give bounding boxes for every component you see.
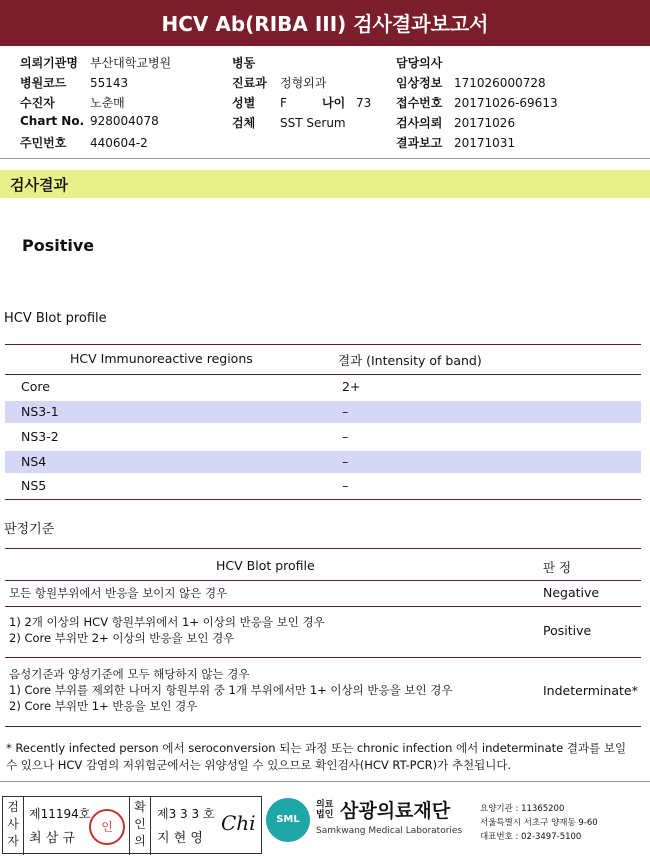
report-title: HCV Ab(RIBA III) 검사결과보고서 (0, 0, 650, 46)
specimen-label: 검체 (232, 116, 256, 130)
confirm-no: 제3 3 3 호 (157, 807, 215, 821)
resident-label: 주민번호 (20, 136, 67, 150)
result-value: Positive (22, 236, 95, 255)
clinical-value: 171026000728 (454, 76, 546, 90)
confirm-label: 확인의 (129, 797, 151, 855)
patient-value: 노춘매 (90, 96, 125, 110)
inspector-name: 최 삼 규 (29, 831, 75, 846)
table-row-value: 2+ (342, 379, 361, 394)
specimen-value: SST Serum (280, 116, 346, 130)
institution-label: 의뢰기관명 (20, 56, 78, 70)
table-rule (5, 726, 641, 727)
doctor-label: 담당의사 (396, 56, 443, 70)
org-phone: 대표번호 : 02-3497-5100 (480, 832, 582, 842)
seal-stamp-icon: 인 (89, 809, 125, 845)
table-rule (5, 344, 641, 345)
org-prefix: 의료 법인 (316, 800, 334, 820)
criteria-judgement: Negative (543, 585, 600, 600)
row-highlight (5, 401, 641, 423)
criteria-line: 2) Core 부위만 1+ 반응을 보인 경우 (9, 699, 198, 713)
request-value: 20171026 (454, 116, 516, 130)
hospital-code-label: 병원코드 (20, 76, 67, 90)
table-row-region: Core (21, 379, 50, 394)
hospital-code-value: 55143 (90, 76, 129, 90)
footnote-line: 수 있으나 HCV 감염의 저위험군에서는 위양성일 수 있으므로 확인검사(HCV RT-PCR)가 추천됩니다. (6, 758, 512, 772)
criteria-line: 2) Core 부위만 2+ 이상의 반응을 보인 경우 (9, 631, 235, 645)
divider (0, 781, 650, 782)
org-name: 삼광의료재단 (340, 800, 451, 822)
criteria-title: 판정기준 (4, 522, 55, 537)
table-row-region: NS4 (21, 454, 47, 469)
criteria-line: 모든 항원부위에서 반응을 보이지 않은 경우 (9, 586, 228, 600)
signature-box (2, 796, 262, 854)
age-label: 나이 (322, 96, 346, 110)
receipt-value: 20171026-69613 (454, 96, 558, 110)
table-rule (5, 580, 641, 581)
sex-value: F (280, 96, 287, 110)
logo-text: SML (276, 814, 300, 825)
dept-value: 정형외과 (280, 76, 327, 90)
row-highlight (5, 451, 641, 473)
criteria-line: 1) 2개 이상의 HCV 항원부위에서 1+ 이상의 반응을 보인 경우 (9, 615, 325, 629)
blot-title: HCV Blot profile (4, 311, 107, 326)
criteria-line: 음성기준과 양성기준에 모두 해당하지 않는 경우 (9, 667, 250, 681)
clinical-label: 임상정보 (396, 76, 443, 90)
chart-value: 928004078 (90, 114, 159, 128)
org-english-name: Samkwang Medical Laboratories (316, 826, 463, 836)
chart-label: Chart No. (20, 114, 85, 128)
criteria-header-judgement: 판 정 (543, 560, 572, 575)
sex-label: 성별 (232, 96, 256, 110)
criteria-line: 1) Core 부위를 제외한 나머지 항원부위 중 1개 부위에서만 1+ 이상의 반응을 보인 경우 (9, 683, 453, 697)
blot-header-result: 결과 (Intensity of band) (338, 353, 482, 368)
age-value: 73 (356, 96, 372, 110)
divider (0, 158, 650, 159)
confirm-name: 지 현 영 (157, 831, 203, 846)
table-rule (5, 548, 641, 549)
patient-info-col2 (232, 54, 371, 134)
receipt-label: 접수번호 (396, 96, 443, 110)
report-label: 결과보고 (396, 136, 443, 150)
section-bar (0, 170, 650, 198)
org-code: 요양기관 : 11365200 (480, 804, 565, 814)
resident-value: 440604-2 (90, 136, 148, 150)
request-label: 검사의뢰 (396, 116, 443, 130)
inspector-no: 제11194호 (29, 807, 91, 821)
section-title: 검사결과 (10, 176, 68, 194)
criteria-judgement: Indeterminate* (543, 683, 638, 698)
table-row-value: – (342, 404, 349, 419)
table-row-region: NS3-2 (21, 429, 59, 444)
org-logo-icon (266, 798, 310, 842)
table-rule (5, 374, 641, 375)
patient-info-col3 (396, 54, 558, 154)
table-rule (5, 657, 641, 658)
table-row-value: – (342, 454, 349, 469)
org-address: 서울특별시 서초구 양재동 9-60 (480, 818, 598, 828)
patient-info-col1 (20, 54, 171, 154)
blot-header-region: HCV Immunoreactive regions (70, 351, 253, 366)
inspector-label: 검사자 (3, 797, 24, 855)
institution-value: 부산대학교병원 (90, 56, 172, 70)
table-rule (5, 606, 641, 607)
signature: Chi (221, 811, 256, 835)
patient-label: 수진자 (20, 96, 55, 110)
criteria-header-profile: HCV Blot profile (216, 558, 315, 573)
dept-label: 진료과 (232, 76, 267, 90)
table-row-region: NS5 (21, 478, 47, 493)
criteria-judgement: Positive (543, 623, 592, 638)
report-value: 20171031 (454, 136, 516, 150)
ward-label: 병동 (232, 56, 256, 70)
table-rule (5, 499, 641, 500)
table-row-value: – (342, 478, 349, 493)
table-row-region: NS3-1 (21, 404, 59, 419)
footnote-line: * Recently infected person 에서 seroconversion 되는 과정 또는 chronic infection 에서 indeterminate 결과를 보일 (6, 741, 627, 755)
table-row-value: – (342, 429, 349, 444)
